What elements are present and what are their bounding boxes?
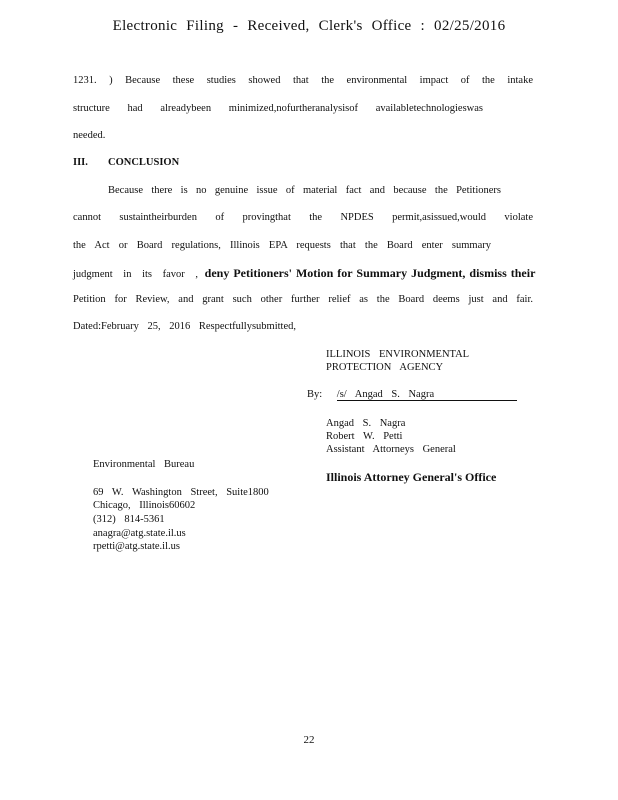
page-number: 22 [303,734,315,746]
signer-office: Illinois Attorney General's Office [326,470,497,484]
paragraph-line-2: structure had alreadybeen minimized,nofurtheranalysisof availabletechnologieswas [73,103,483,114]
conclusion-line-4-start: judgment in its favor , [73,269,199,280]
address-city: Chicago, Illinois60602 [93,500,196,511]
signer-title: Assistant Attorneys General [326,444,456,455]
signer-name-2: Robert W. Petti [326,431,403,442]
conclusion-line-4 [73,266,535,281]
paragraph-line-1: 1231. ) Because these studies showed that the environmental impact of the intake [73,75,533,86]
address-email-1[interactable]: anagra@atg.state.il.us [93,528,186,539]
address-phone: (312) 814-5361 [93,514,165,525]
section-number: III. [73,157,88,168]
signature-text: /s/ Angad S. Nagra [336,389,435,400]
agency-line-1: ILLINOIS ENVIRONMENTAL [326,349,470,360]
address-bureau: Environmental Bureau [93,459,195,470]
signature-line [307,389,517,401]
by-label: By: [307,389,323,400]
conclusion-line-2: cannot sustaintheirburden of provingthat the NPDES permit,asissued,would violate [73,212,533,223]
conclusion-line-4-bold: deny Petitioners' Motion for Summary Judgment, dismiss their [204,266,536,280]
address-street: 69 W. Washington Street, Suite1800 [93,487,269,498]
section-title: CONCLUSION [108,157,180,168]
conclusion-line-1: Because there is no genuine issue of material fact and because the Petitioners [108,185,501,196]
conclusion-line-5: Petition for Review, and grant such other further relief as the Board deems just and fair. [73,294,533,305]
agency-line-2: PROTECTION AGENCY [326,362,444,373]
dated-line: Dated:February 25, 2016 Respectfullysubmitted, [73,321,297,332]
filing-header: Electronic Filing - Received, Clerk's Office : 02/25/2016 [112,18,506,34]
signature-block [337,389,517,401]
conclusion-line-3: the Act or Board regulations, Illinois EPA requests that the Board enter summary [73,240,491,251]
paragraph-line-3: needed. [73,130,106,141]
signer-name-1: Angad S. Nagra [326,418,406,429]
address-email-2[interactable]: rpetti@atg.state.il.us [93,541,180,552]
